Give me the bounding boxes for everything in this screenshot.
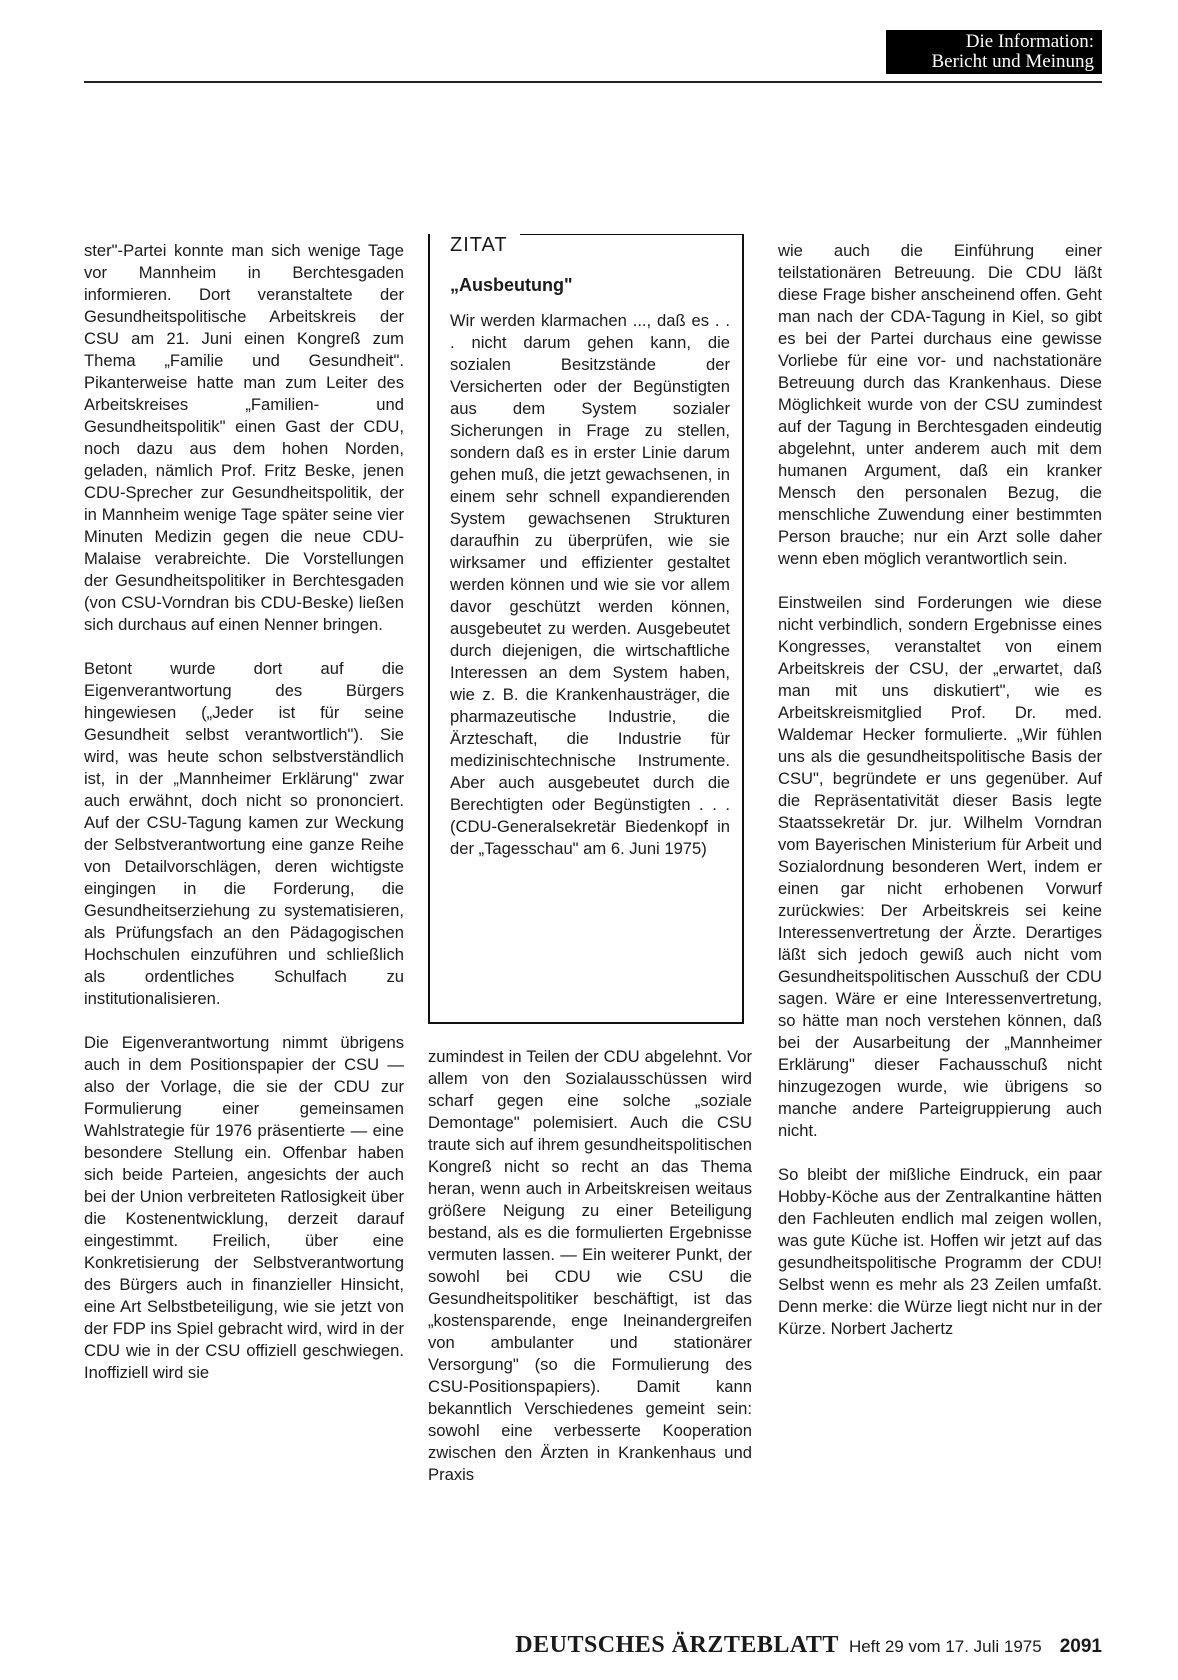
quote-heading: „Ausbeutung" xyxy=(450,275,573,295)
paragraph: Betont wurde dort auf die Eigenverantwortung des Bürgers hingewiesen („Jeder ist für seine Gesundheit selbst verantwortlich"). Sie wird, was heute schon selbstverständlich ist, in der „Mannheimer Erklärung" zwar auch erwähnt, doch nicht so prononciert. Auf der CSU-Tagung kamen zur Weckung der Selbstverantwortung eine ganze Reihe von Detailvorschlägen, deren wichtigste eingingen in die Forderung, die Gesundheitserziehung zu systematisieren, als Prüfungsfach an den Pädagogischen Hochschulen einzuführen und schließlich als ordentliches Schulfach zu institutionalisieren. xyxy=(84,659,404,1008)
paragraph: wie auch die Einführung einer teilstationären Betreuung. Die CDU läßt diese Frage bisher anscheinend offen. Geht man nach der CDA-Tagung in Kiel, so gibt es bei der Partei durchaus eine gewisse Vorliebe für eine vor- und nachstationäre Betreuung durch das Krankenhaus. Diese Möglichkeit wurde von der CSU zumindest auf der Tagung in Berchtesgaden eindeutig abgelehnt, unter anderem auch mit dem humanen Argument, daß ein kranker Mensch den personalen Bezug, die menschliche Zuwendung einer bestimmten Person brauche; nur ein Arzt solle daher wenn eben möglich verantwortlich sein. xyxy=(778,241,1102,568)
header-rule xyxy=(84,81,1102,83)
page-number: 2091 xyxy=(1059,1636,1102,1657)
section-label-box xyxy=(886,30,1102,74)
quote-box xyxy=(428,234,744,1024)
column-2 xyxy=(428,234,752,1508)
journal-name: DEUTSCHES ÄRZTEBLATT xyxy=(515,1632,839,1658)
quote-label: ZITAT xyxy=(450,234,508,256)
paragraph: zumindest in Teilen der CDU abgelehnt. Vor allem von den Sozialausschüssen wird scharf gegen eine solche „soziale Demontage" polemisiert. Auch die CSU traute sich auf ihrem gesundheitspolitischen Kongreß nicht so recht an das Thema heran, wenn auch in Arbeitskreisen weitaus größere Neigung zu einer Beteiligung bestand, als es die formulierten Ergebnisse vermuten lassen. — Ein weiterer Punkt, der sowohl bei CDU wie CSU die Gesundheitspolitiker beschäftigt, ist das „kostensparende, enge Ineinandergreifen von ambulanter und stationärer Versorgung" (so die Formulierung des CSU-Positionspapiers). Damit kann bekanntlich Verschiedenes gemeint sein: sowohl eine verbesserte Kooperation zwischen den Ärzten in Krankenhaus und Praxis xyxy=(428,1047,752,1484)
issue-info: Heft 29 vom 17. Juli 1975 xyxy=(848,1637,1042,1656)
paragraph: So bleibt der mißliche Eindruck, ein paar Hobby-Köche aus der Zentralkantine hätten den Fachleuten endlich mal zeigen wollen, was gute Küche ist. Hoffen wir jetzt auf das gesundheitspolitische Programm der CDU! Selbst wenn es mehr als 23 Zeilen umfaßt. Denn merke: die Würze liegt nicht nur in der Kürze. Norbert Jachertz xyxy=(778,1165,1102,1338)
paragraph: ster"-Partei konnte man sich wenige Tage vor Mannheim in Berchtesgaden informieren. Dort veranstaltete der Gesundheitspolitische Arbeitskreis der CSU am 21. Juni einen Kongreß zum Thema „Familie und Gesundheit". Pikanterweise hatte man zum Leiter des Arbeitskreises „Familien- und Gesundheitspolitik" einen Gast der CDU, noch dazu aus dem hohen Norden, geladen, nämlich Prof. Fritz Beske, jenen CDU-Sprecher zur Gesundheitspolitik, der in Mannheim wenige Tage später seine vier Minuten Medizin gegen die neue CDU-Malaise verabreichte. Die Vorstellungen der Gesundheitspolitiker in Berchtesgaden (von CSU-Vorndran bis CDU-Beske) ließen sich durchaus auf einen Nenner bringen. xyxy=(84,241,404,634)
quote-text: Wir werden klarmachen ..., daß es . . . nicht darum gehen kann, die sozialen Besitzstände der Versicherten oder der Begünstigten aus dem System sozialer Sicherungen in Frage zu stellen, sondern daß es in erster Linie darum gehen muß, die jetzt gewachsenen, in einem sehr schnell expandierenden System gewachsenen Strukturen daraufhin zu überprüfen, wie sie wirksamer und effizienter gestaltet werden können und wie sie vor allem davor geschützt werden können, ausgebeutet zu werden. Ausgebeutet durch diejenigen, die wirtschaftliche Interessen an dem System haben, wie z. B. die Krankenhausträger, die pharmazeutische Industrie, die Ärzteschaft, die Industrie für medizinischtechnische Instrumente. Aber auch ausgebeutet durch die Berechtigten oder Begünstigten . . . (CDU-Generalsekretär Biedenkopf in der „Tagesschau" am 6. Juni 1975) xyxy=(450,311,730,858)
paragraph: Einstweilen sind Forderungen wie diese nicht verbindlich, sondern Ergebnisse eines Kongresses, veranstaltet von einem Arbeitskreis der CSU, der „erwartet, daß man mit uns diskutiert", wie es Arbeitskreismitglied Prof. Dr. med. Waldemar Hecker formulierte. „Wir fühlen uns als die gesundheitspolitische Basis der CSU", begründete er uns gegenüber. Auf die Repräsentativität dieser Basis legte Staatssekretär Dr. jur. Wilhelm Vorndran vom Bayerischen Ministerium für Arbeit und Sozialordnung besonderen Wert, indem er einen gar nicht erhobenen Vorwurf zurückwies: Der Arbeitskreis sei keine Interessenvertretung der Ärzte. Derartiges läßt sich jedoch gewiß auch nicht vom Gesundheitspolitischen Ausschuß der CDU sagen. Wäre er eine Interessenvertretung, so hätte man noch verstehen können, daß bei der Ausarbeitung der „Mannheimer Erklärung" dieser Fachausschuß nicht hinzugezogen wurde, wie übrigens so manche andere Parteigruppierung auch nicht. xyxy=(778,593,1102,1140)
column-1 xyxy=(84,240,404,1406)
page-footer xyxy=(486,1632,1102,1662)
quote-box-top-rule xyxy=(520,234,742,235)
section-label-line1: Die Information: xyxy=(965,31,1094,52)
column-3 xyxy=(778,240,1102,1362)
paragraph: Die Eigenverantwortung nimmt übrigens auch in dem Positionspapier der CSU — also der Vorlage, die sie der CDU zur Formulierung einer gemeinsamen Wahlstrategie für 1976 präsentierte — eine besondere Stellung ein. Offenbar haben sich beide Parteien, angesichts der auch bei der Union verbreiteten Ratlosigkeit über die Kostenentwicklung, derzeit darauf eingestimmt. Freilich, über eine Konkretisierung der Selbstverantwortung des Bürgers auch in finanzieller Hinsicht, eine Art Selbstbeteiligung, wie sie jetzt von der FDP ins Spiel gebracht wird, wird in der CDU wie in der CSU offiziell geschwiegen. Inoffiziell wird sie xyxy=(84,1033,404,1382)
section-label-line2: Bericht und Meinung xyxy=(931,51,1094,72)
